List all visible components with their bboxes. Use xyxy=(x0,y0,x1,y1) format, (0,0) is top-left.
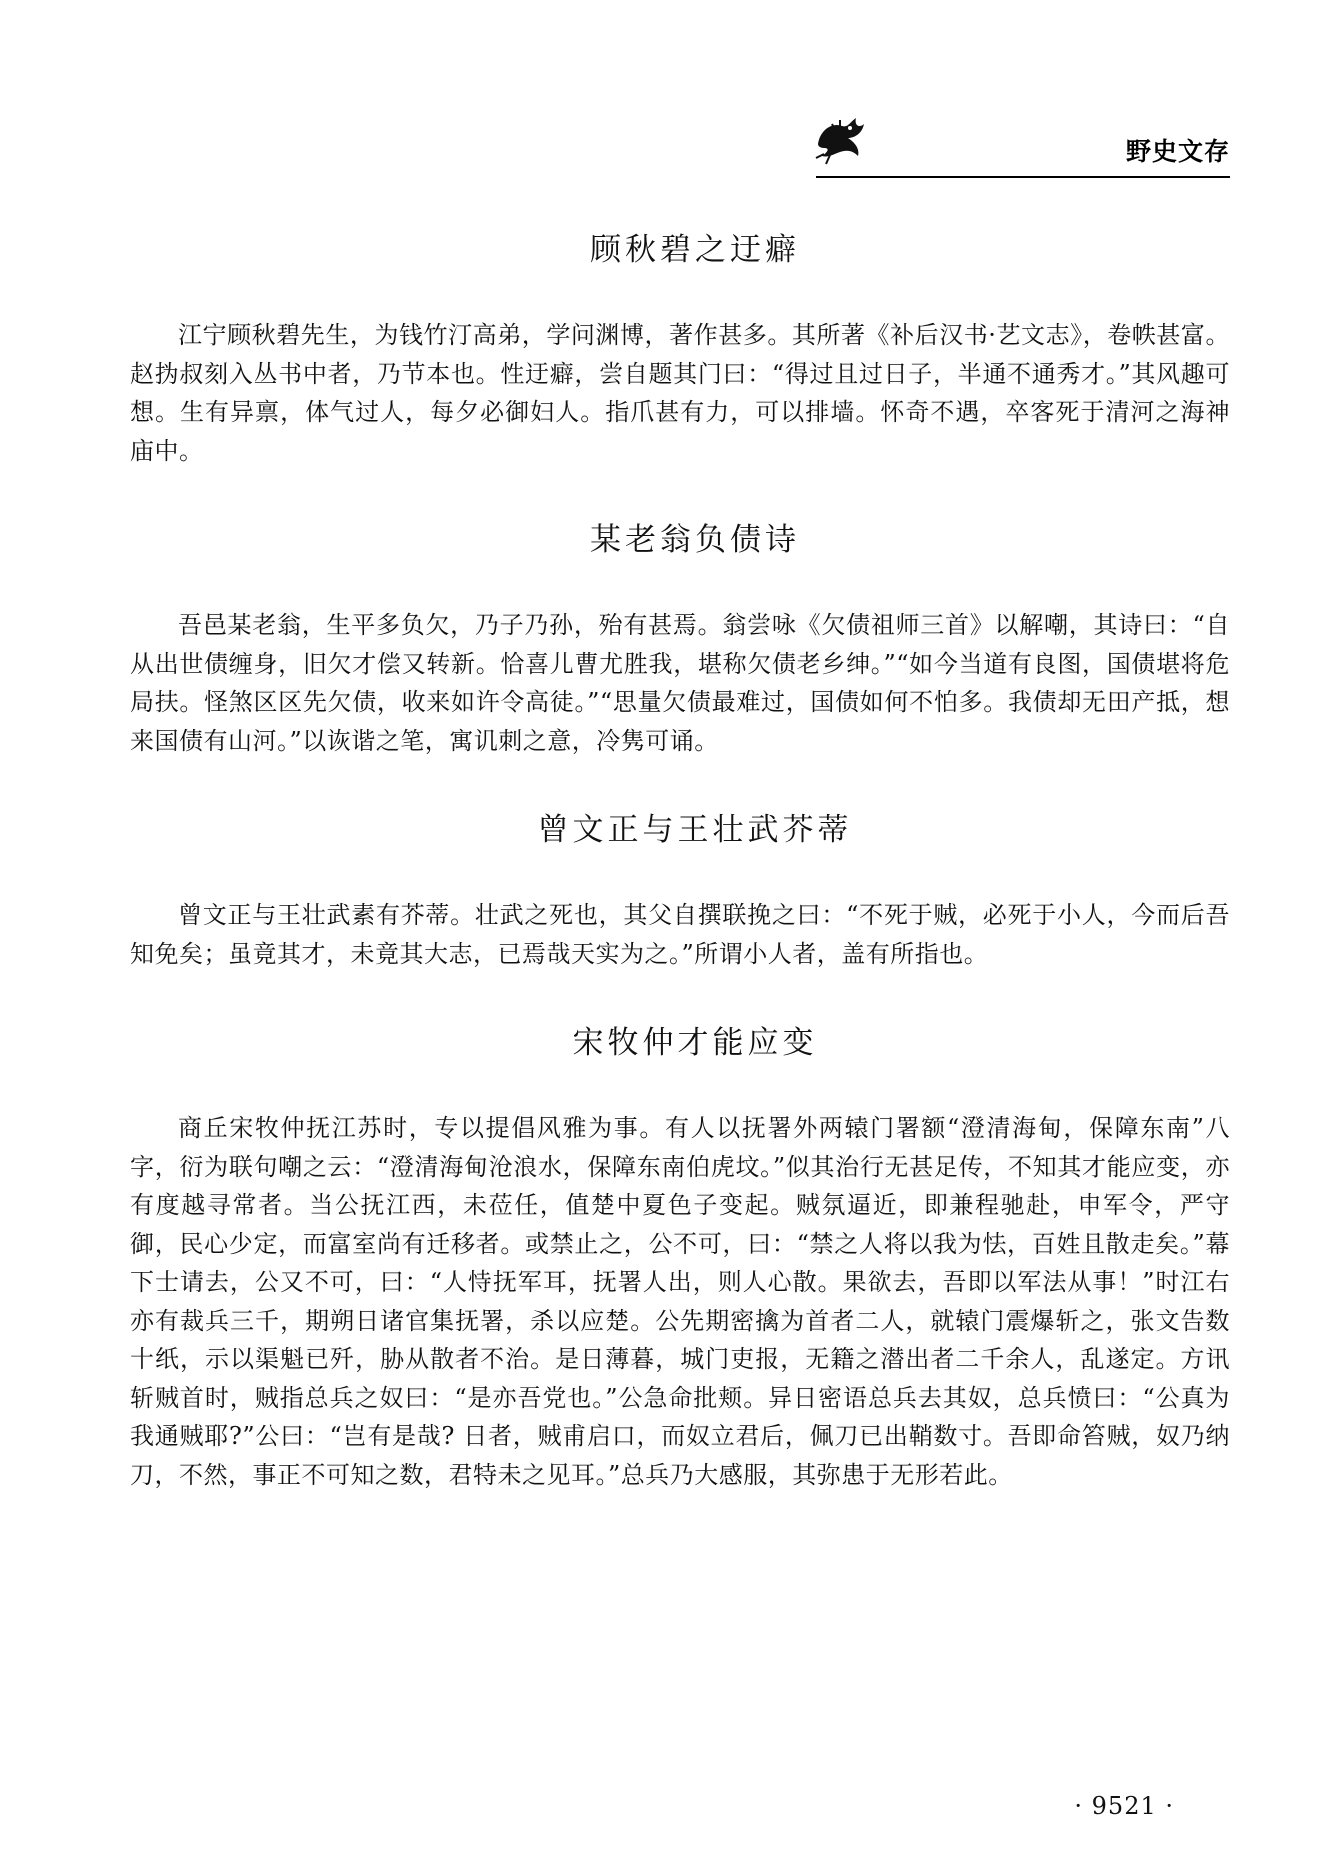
header-divider xyxy=(816,176,1230,178)
section-body: 江宁顾秋碧先生，为钱竹汀高弟，学问渊博，著作甚多。其所著《补后汉书·艺文志》，卷帙甚富。赵㧑叔刻入丛书中者，乃节本也。性迂癖，尝自题其门曰：“得过且过日子，半通不通秀才。”其风趣可想。生有异禀，体气过人，每夕必御妇人。指爪甚有力，可以排墙。怀奇不遇，卒客死于清河之海神庙中。 xyxy=(130,321,1230,465)
running-header-title: 野史文存 xyxy=(1125,137,1230,166)
section-title: 曾文正与王壮武芥蒂 xyxy=(537,812,853,848)
running-header xyxy=(810,108,1230,188)
section-body: 商丘宋牧仲抚江苏时，专以提倡风雅为事。有人以抚署外两辕门署额“澄清海甸，保障东南”八字，衍为联句嘲之云：“澄清海甸沧浪水，保障东南伯虎坟。”似其治行无甚足传，不知其才能应变，亦有度越寻常者。当公抚江西，未莅任，值楚中夏色子变起。贼氛逼近，即兼程驰赴，申军令，严守御，民心少定，而富室尚有迁移者。或禁止之，公不可，曰：“禁之人将以我为怯，百姓且散走矣。”幕下士请去，公又不可，曰：“人恃抚军耳，抚署人出，则人心散。果欲去，吾即以军法从事！”时江右亦有裁兵三千，期朔日诸官集抚署，杀以应楚。公先期密擒为首者二人，就辕门震爆斩之，张文告数十纸，示以渠魁已歼，胁从散者不治。是日薄暮，城门吏报，无籍之潜出者二千余人，乱遂定。方讯斩贼首时，贼指总兵之奴曰：“是亦吾党也。”公急命批颊。异日密语总兵去其奴，总兵愤曰：“公真为我通贼耶?”公曰：“岂有是哉? 日者，贼甫启口，而奴立君后，佩刀已出鞘数寸。吾即命笞贼，奴乃纳刀，不然，事正不可知之数，君特未之见耳。”总兵乃大感服，其弥患于无形若此。 xyxy=(130,1114,1230,1489)
section-title: 顾秋碧之迂癖 xyxy=(590,232,800,268)
dragon-emblem-icon xyxy=(810,108,870,168)
section-title: 某老翁负债诗 xyxy=(590,522,800,558)
section-title: 宋牧仲才能应变 xyxy=(572,1025,818,1061)
article-content xyxy=(130,228,1230,1494)
page-number: · 9521 · xyxy=(1074,1792,1174,1820)
section-body: 吾邑某老翁，生平多负欠，乃子乃孙，殆有甚焉。翁尝咏《欠债祖师三首》以解嘲，其诗曰：“自从出世债缠身，旧欠才偿又转新。恰喜儿曹尤胜我，堪称欠债老乡绅。”“如今当道有良图，国债堪将危局扶。怪煞区区先欠债，收来如许令高徒。”“思量欠债最难过，国债如何不怕多。我债却无田产抵，想来国债有山河。”以诙谐之笔，寓讥刺之意，冷隽可诵。 xyxy=(130,611,1230,755)
section-body: 曾文正与王壮武素有芥蒂。壮武之死也，其父自撰联挽之曰：“不死于贼，必死于小人，今而后吾知免矣；虽竟其才，未竟其大志，已焉哉天实为之。”所谓小人者，盖有所指也。 xyxy=(130,901,1230,968)
